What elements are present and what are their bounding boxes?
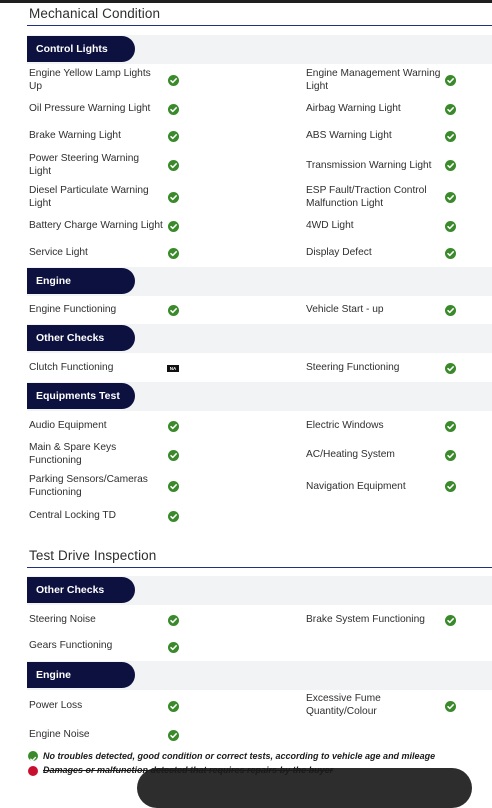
item-label: Navigation Equipment: [306, 481, 406, 492]
legend-ok-text: No troubles detected, good condition or correct tests, according to vehicle age and mileage: [43, 751, 436, 761]
group-tab-engine: Engine: [27, 268, 135, 294]
check-icon: [168, 511, 179, 522]
check-icon: [168, 192, 179, 203]
section-divider: [27, 25, 492, 26]
item-label: Engine Functioning: [29, 304, 117, 315]
item-label: Main & Spare Keys Functioning: [29, 442, 117, 466]
group-tab-other-checks: Other Checks: [27, 325, 135, 351]
check-icon: [445, 192, 456, 203]
item-label: Brake System Functioning: [306, 614, 425, 625]
check-icon: [445, 104, 456, 115]
item-label: Power Loss: [29, 700, 83, 711]
check-icon: [445, 248, 456, 259]
top-bar: [0, 0, 492, 3]
check-icon: [168, 730, 179, 741]
item-label: Parking Sensors/Cameras Functioning: [29, 474, 148, 498]
check-icon: [168, 421, 179, 432]
item-label: Clutch Functioning: [29, 362, 114, 373]
check-icon: [445, 615, 456, 626]
check-icon: [168, 160, 179, 171]
legend-damage-text: Damages or malfunction detected that requires repairs by the buyer: [43, 765, 334, 775]
item-label: Excessive Fume Quantity/Colour: [306, 693, 381, 717]
check-icon: [168, 615, 179, 626]
item-label: Diesel Particulate Warning Light: [29, 185, 149, 209]
item-label: Service Light: [29, 247, 88, 258]
item-label: Battery Charge Warning Light: [29, 220, 163, 231]
group-tab-td-engine: Engine: [27, 662, 135, 688]
check-icon: [168, 701, 179, 712]
check-icon: [168, 75, 179, 86]
check-icon: [445, 701, 456, 712]
item-label: Central Locking TD: [29, 510, 117, 521]
item-label: Oil Pressure Warning Light: [29, 103, 151, 114]
item-label: Steering Functioning: [306, 362, 400, 373]
item-label: Gears Functioning: [29, 640, 113, 651]
item-label: Audio Equipment: [29, 420, 107, 431]
item-label: Transmission Warning Light: [306, 160, 432, 171]
item-label: ABS Warning Light: [306, 130, 392, 141]
check-icon: [445, 160, 456, 171]
check-icon: [168, 450, 179, 461]
check-icon: [168, 642, 179, 653]
legend-ok-icon: [28, 751, 38, 761]
item-label: Power Steering Warning Light: [29, 153, 140, 177]
group-tab-td-other-checks: Other Checks: [27, 577, 135, 603]
item-label: Display Defect: [306, 247, 372, 258]
item-label: Brake Warning Light: [29, 130, 121, 141]
check-icon: [445, 131, 456, 142]
item-label: Engine Management Warning Light: [306, 68, 441, 92]
legend-damage-icon: [28, 766, 38, 776]
item-label: Engine Yellow Lamp Lights Up: [29, 68, 151, 92]
item-label: Engine Noise: [29, 729, 90, 740]
item-label: ESP Fault/Traction Control Malfunction Light: [306, 185, 427, 209]
check-icon: [445, 363, 456, 374]
check-icon: [168, 104, 179, 115]
group-tab-control-lights: Control Lights: [27, 36, 135, 62]
item-label: Electric Windows: [306, 420, 384, 431]
check-icon: [445, 75, 456, 86]
item-label: Vehicle Start - up: [306, 304, 384, 315]
item-label: Steering Noise: [29, 614, 96, 625]
section-title-mechanical: Mechanical Condition: [29, 6, 161, 21]
check-icon: [445, 305, 456, 316]
check-icon: [168, 131, 179, 142]
check-icon: [445, 481, 456, 492]
item-label: AC/Heating System: [306, 449, 395, 460]
section-divider: [27, 567, 492, 568]
check-icon: [168, 305, 179, 316]
check-icon: [168, 248, 179, 259]
check-icon: [445, 221, 456, 232]
na-badge: NA: [167, 365, 179, 372]
check-icon: [445, 421, 456, 432]
check-icon: [168, 221, 179, 232]
item-label: Airbag Warning Light: [306, 103, 401, 114]
check-icon: [445, 450, 456, 461]
group-tab-equipments-test: Equipments Test: [27, 383, 135, 409]
item-label: 4WD Light: [306, 220, 354, 231]
section-title-test-drive: Test Drive Inspection: [29, 548, 157, 563]
check-icon: [168, 481, 179, 492]
